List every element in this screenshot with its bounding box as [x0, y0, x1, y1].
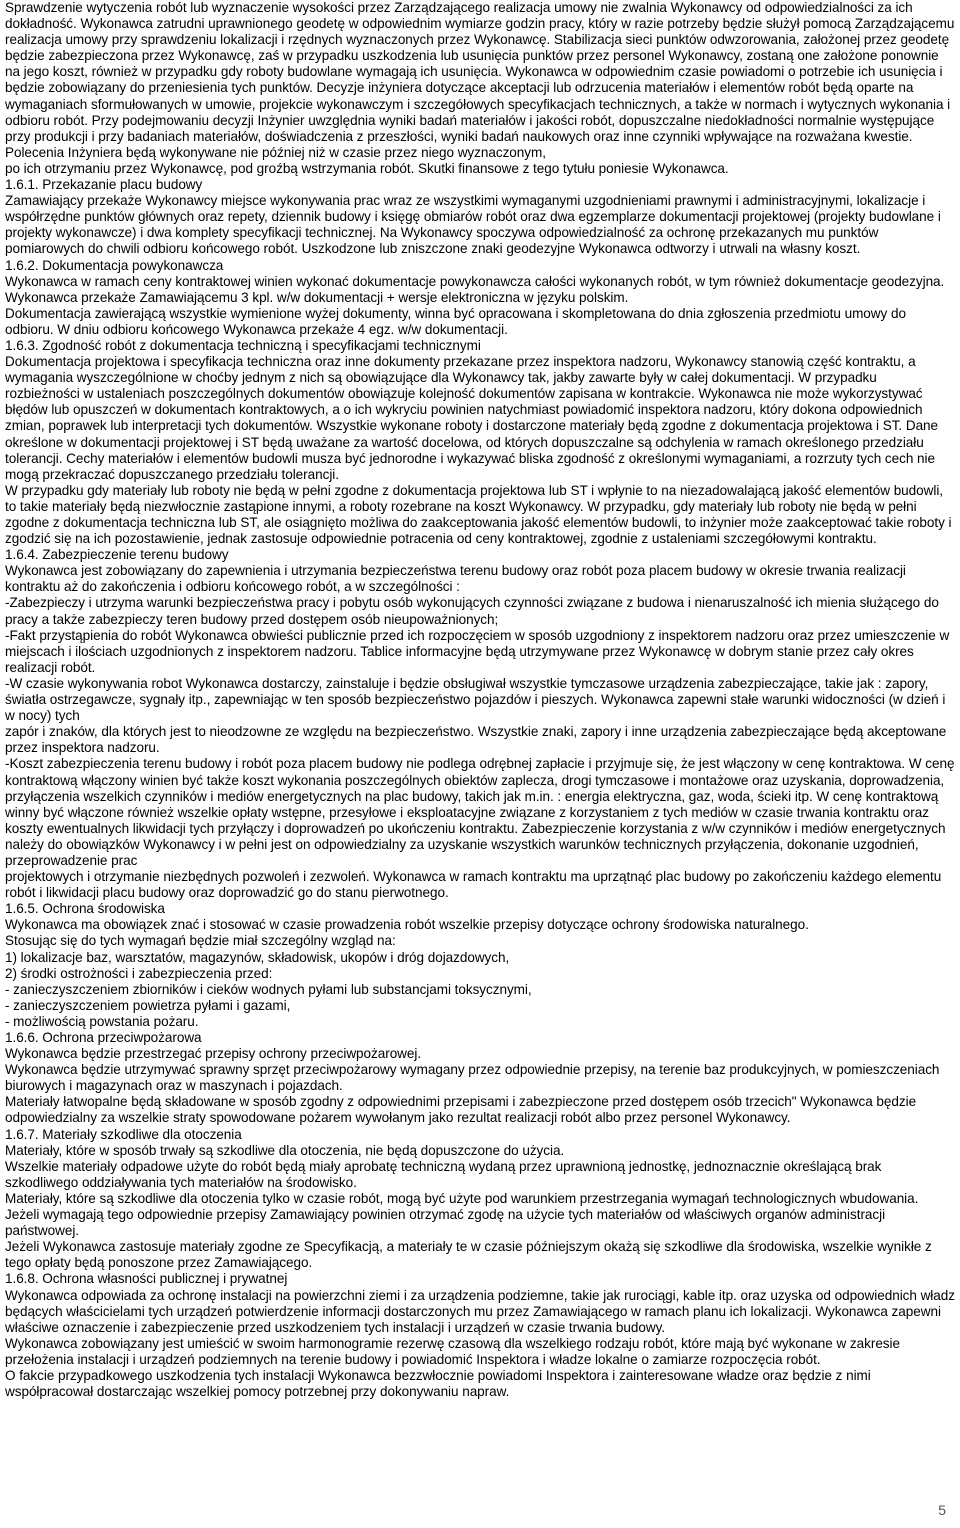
paragraph: Materiały, które są szkodliwe dla otoczenia tylko w czasie robót, mogą być użyte pod warunkiem przestrzegania wymagań technologicznych wbudowania. Jeżeli wymagają tego odpowiednie przepisy Zamawiający powinien otrzymać zgodę na użycie tych materiałów od właściwych organów administracji państwowej.: [5, 1190, 919, 1239]
paragraph: przyłączenia wszelkich czynników i mediów energetycznych na plac budowy, takich jak m.in. : energia elektryczna, gaz, woda, ścieki itp. W cenę kontraktową winny być włączone również wszelkie opłaty wstępne, przesyłowe i eksploatacyjne związane z korzystaniem z tych mediów w czasie trwania kontraktu oraz koszty ewentualnych likwidacji tych przyłączy i doprowadzeń po ukończeniu kontraktu. Zabezpieczenie korzystania z w/w czynników i mediów energetycznych należy do obowiązków Wykonawcy i w pełni jest on odpowiedzialny za uzyskanie wszystkich warunków technicznych przyłączenia, dokonanie uzgodnień, przeprowadzenie prac: [5, 788, 946, 868]
paragraph: po ich otrzymaniu przez Wykonawcę, pod groźbą wstrzymania robót. Skutki finansowe z tego tytułu poniesie Wykonawca.: [5, 160, 729, 176]
paragraph: -Fakt przystąpienia do robót Wykonawca obwieści publicznie przed ich rozpoczęciem w sposób uzgodniony z inspektorem nadzoru oraz przez umieszczenie w miejscach i ilościach uzgodnionych z inspektorem nadzoru. Tablice informacyjne będą utrzymywane przez Wykonawcę w dobrym stanie przez cały okres realizacji robót.: [5, 627, 950, 675]
paragraph: Wykonawca będzie przestrzegać przepisy ochrony przeciwpożarowej.: [5, 1046, 422, 1062]
paragraph: Sprawdzenie wytyczenia robót lub wyznaczenie wysokości przez Zarządzającego realizacja umowy nie zwalnia Wykonawcy od odpowiedzialności za ich dokładność. Wykonawca zatrudni uprawnionego geodetę w odpowiednim wymiarze godzin pracy, który w razie potrzeby będzie służył pomocą Zarządzającemu realizacja umowy przy sprawdzeniu lokalizacji i rzędnych wyznaczonych przez Wykonawcę. Stabilizacja sieci punktów odwzorowania, założonej przez geodetę będzie zabezpieczona przez Wykonawcę, zaś w przypadku uszkodzenia lub usunięcia punktów przez personel Wykonawcy, zostaną one założone ponownie na jego koszt, również w przypadku gdy roboty budowlane wymagają ich usunięcia. Wykonawca w odpowiednim czasie powiadomi o potrzebie ich usunięcia i będzie zobowiązany do przeniesienia tych punktów. Decyzje inżyniera dotyczące akceptacji lub odrzucenia materiałów i elementów robót będą oparte na wymaganiach sformułowanych w umowie, projekcie wykonawczym i szczegółowych specyfikacjach technicznych, a także w normach i wytycznych wykonania i odbioru robót. Przy podejmowaniu decyzji Inżynier uwzględnia wyniki badań materiałów i jakości robót, dopuszczalne niedokładności normalnie występujące przy produkcji i przy badaniach materiałów, doświadczenia z przeszłości, wyniki badań naukowych oraz inne czynniki wpływające na rozważana kwestie. Polecenia Inżyniera będą wykonywane nie później niż w czasie przez niego wyznaczonym,: [5, 0, 955, 160]
paragraph: Wykonawca w ramach ceny kontraktowej winien wykonać dokumentacje powykonawcza całości wykonanych robót, w tym również dokumentacje geodezyjna. Wykonawca przekaże Zamawiającemu 3 kpl. w/w dokumentacji + wersje elektroniczna w języku polskim.: [5, 273, 945, 305]
paragraph: - zanieczyszczeniem powietrza pyłami i gazami,: [5, 997, 291, 1013]
paragraph: Stosując się do tych wymagań będzie miał szczególny wzgląd na:: [5, 933, 396, 949]
paragraph: 1.6.6. Ochrona przeciwpożarowa: [5, 1030, 202, 1045]
paragraph: -Zabezpieczy i utrzyma warunki bezpieczeństwa pracy i pobytu osób wykonujących czynności związane z budowa i nienaruszalność ich mienia służącego do pracy a także zabezpieczy teren budowy przed dostępem osób nieupoważnionych;: [5, 595, 939, 627]
page-number: 5: [938, 1501, 946, 1518]
paragraph: 1.6.3. Zgodność robót z dokumentacja techniczną i specyfikacjami technicznymi: [5, 337, 481, 353]
paragraph: 2) środki ostrożności i zabezpieczenia przed:: [5, 965, 273, 981]
paragraph: 1.6.5. Ochrona środowiska: [5, 901, 165, 917]
paragraph: 1.6.8. Ochrona własności publicznej i prywatnej: [5, 1271, 288, 1287]
paragraph: Jeżeli Wykonawca zastosuje materiały zgodne ze Specyfikacją, a materiały te w czasie późniejszym okażą się szkodliwe dla środowiska, wszelkie wynikłe z tego opłaty będą ponoszone przez Zamawiającego.: [5, 1239, 932, 1271]
paragraph: 1) lokalizacje baz, warsztatów, magazynów, składowisk, ukopów i dróg dojazdowych,: [5, 949, 510, 965]
paragraph: Wykonawca zobowiązany jest umieścić w swoim harmonogramie rezerwę czasową dla wszelkiego rodzaju robót, które mają być wykonane w zakresie przełożenia instalacji i urządzeń podziemnych na terenie budowy i powiadomić Inspektora i władze lokalne o zamiarze rozpoczęcia robót.: [5, 1335, 900, 1367]
paragraph: O fakcie przypadkowego uszkodzenia tych instalacji Wykonawca bezzwłocznie powiadomi Inspektora i zainteresowane władze oraz będzie z nimi współpracował dostarczając wszelkiej pomocy potrzebnej przy dokonywaniu napraw.: [5, 1367, 871, 1400]
paragraph: Wszelkie materiały odpadowe użyte do robót będą miały aprobatę techniczną wydaną przez uprawnioną jednostkę, jednoznacznie określającą brak szkodliwego oddziaływania tych materiałów na środowisko.: [5, 1158, 882, 1190]
paragraph: W przypadku gdy materiały lub roboty nie będą w pełni zgodne z dokumentacja projektowa lub ST i wpłynie to na niezadowalającą jakość elementów budowli, to takie materiały będą niezwłocznie zastąpione innymi, a roboty rozebrane na koszt Wykonawcy. W przypadku, gdy materiały lub roboty nie będą w pełni zgodne z dokumentacja techniczna lub ST, ale osiągnięto możliwa do zaakceptowania jakość elementów budowli, to inżynier może zaakceptować takie roboty i zgodzić się na ich pozostawienie, jednak zastosuje odpowiednie potracenia od ceny kontraktowej, zgodnie z ustaleniami szczegółowymi kontraktu.: [5, 482, 952, 547]
paragraph: Wykonawca ma obowiązek znać i stosować w czasie prowadzenia robót wszelkie przepisy dotyczące ochrony środowiska naturalnego.: [5, 917, 809, 933]
paragraph: Wykonawca będzie utrzymywać sprawny sprzęt przeciwpożarowy wymagany przez odpowiednie przepisy, na terenie baz produkcyjnych, w pomieszczeniach biurowych i magazynach oraz w maszynach i pojazdach.: [5, 1062, 940, 1094]
document-body: [5, 0, 955, 1400]
paragraph: Wykonawca odpowiada za ochronę instalacji na powierzchni ziemi i za urządzenia podziemne, takie jak rurociągi, kable itp. oraz uzyska od odpowiednich władz będących właścicielami tych urządzeń potwierdzenie informacji dostarczonych mu przez Zamawiającego w ramach planu ich lokalizacji. Wykonawca zapewni właściwe oznaczenie i zabezpieczenie przed uszkodzeniem tych instalacji i urządzeń w czasie trwania budowy.: [5, 1287, 955, 1335]
paragraph: 1.6.1. Przekazanie placu budowy: [5, 177, 203, 193]
paragraph: 1.6.2. Dokumentacja powykonawcza: [5, 257, 224, 273]
paragraph: 1.6.7. Materiały szkodliwe dla otoczenia: [5, 1126, 242, 1142]
paragraph: Dokumentacja zawierającą wszystkie wymienione wyżej dokumenty, winna być opracowana i skompletowana do dnia zgłoszenia przedmiotu umowy do odbioru. W dniu odbioru końcowego Wykonawca przekaże 4 egz. w/w dokumentacji.: [5, 305, 906, 337]
paragraph: Materiały, które w sposób trwały są szkodliwe dla otoczenia, nie będą dopuszczone do użycia.: [5, 1142, 565, 1158]
paragraph: Materiały łatwopalne będą składowane w sposób zgodny z odpowiednimi przepisami i zabezpieczone przed dostępem osób trzecich" Wykonawca będzie odpowiedzialny za wszelkie straty spowodowane pożarem wywołanym jako rezultat realizacji robót albo przez personel Wykonawcy.: [5, 1094, 917, 1126]
paragraph: 1.6.4. Zabezpieczenie terenu budowy: [5, 547, 229, 563]
paragraph: - zanieczyszczeniem zbiorników i cieków wodnych pyłami lub substancjami toksycznymi,: [5, 981, 532, 997]
paragraph: Wykonawca jest zobowiązany do zapewnienia i utrzymania bezpieczeństwa terenu budowy oraz robót poza placem budowy w okresie trwania realizacji kontraktu aż do zakończenia i odbioru końcowego robót, a w szczególności :: [5, 563, 906, 595]
paragraph: projektowych i otrzymanie niezbędnych pozwoleń i zezwoleń. Wykonawca w ramach kontraktu ma uprzątnąć plac budowy po zakończeniu każdego elementu robót i likwidacji placu budowy oraz doprowadzić go do stanu pierwotnego.: [5, 869, 942, 901]
paragraph: - możliwością powstania pożaru.: [5, 1013, 199, 1029]
paragraph: Zamawiający przekaże Wykonawcy miejsce wykonywania prac wraz ze wszystkimi wymaganymi uzgodnieniami prawnymi i administracyjnymi, lokalizacje i współrzędne punktów głównych oraz repety, dziennik budowy i księgę obmiarów robót oraz dwa egzemplarze dokumentacji projektowej (projekty budowlane i projekty wykonawcze) i dwa komplety specyfikacji technicznej. Na Wykonawcy spoczywa odpowiedzialność za ochronę przekazanych mu punktów pomiarowych do chwili odbioru końcowego robót. Uszkodzone lub zniszczone znaki geodezyjne Wykonawca odtworzy i utrwali na własny koszt.: [5, 193, 941, 257]
paragraph: -Koszt zabezpieczenia terenu budowy i robót poza placem budowy nie podlega odrębnej zapłacie i przyjmuje się, że jest włączony w cenę kontraktowa. W cenę kontraktową włączony winien być także koszt wykonania poszczególnych obiektów zaplecza, drogi tymczasowe i montażowe oraz uzyskania, doprowadzenia,: [5, 756, 955, 788]
paragraph: zapór i znaków, dla których jest to nieodzowne ze względu na bezpieczeństwo. Wszystkie znaki, zapory i inne urządzenia zabezpieczające będą akceptowane przez inspektora nadzoru.: [5, 724, 947, 756]
paragraph: Dokumentacja projektowa i specyfikacja techniczna oraz inne dokumenty przekazane przez inspektora nadzoru, Wykonawcy stanowią część kontraktu, a wymagania wyszczególnione w choćby jednym z nich są obowiązujące dla Wykonawcy tak, jakby zawarte były w całej dokumentacji. W przypadku rozbieżności w ustaleniach poszczególnych dokumentów obowiązuje kolejność dokumentów zapisana w kontrakcie. Wykonawca nie może wykorzystywać błędów lub opuszczeń w dokumentach kontraktowych, a o ich wykryciu powinien natychmiast powiadomić inspektora nadzoru, który dokona odpowiednich zmian, poprawek lub interpretacji tych dokumentów. Wszystkie wykonane roboty i dostarczone materiały będą zgodne z dokumentacja projektowa i ST. Dane określone w dokumentacji projektowej i ST będą uważane za wartość docelowa, od których dopuszczalne są odchylenia w ramach określonego przedziału tolerancji. Cechy materiałów i elementów budowli musza być jednorodne i wykazywać bliska zgodność z określonymi wymaganiami, a rozrzuty tych cech nie mogą przekraczać dopuszczanego przedziału tolerancji.: [5, 354, 939, 482]
paragraph: -W czasie wykonywania robot Wykonawca dostarczy, zainstaluje i będzie obsługiwał wszystkie tymczasowe urządzenia zabezpieczające, takie jak : zapory, światła ostrzegawcze, sygnały itp., zapewniając w ten sposób bezpieczeństwo pojazdów i pieszych. Wykonawca zapewni stałe warunki widoczności (w dzień i w nocy) tych: [5, 675, 946, 724]
